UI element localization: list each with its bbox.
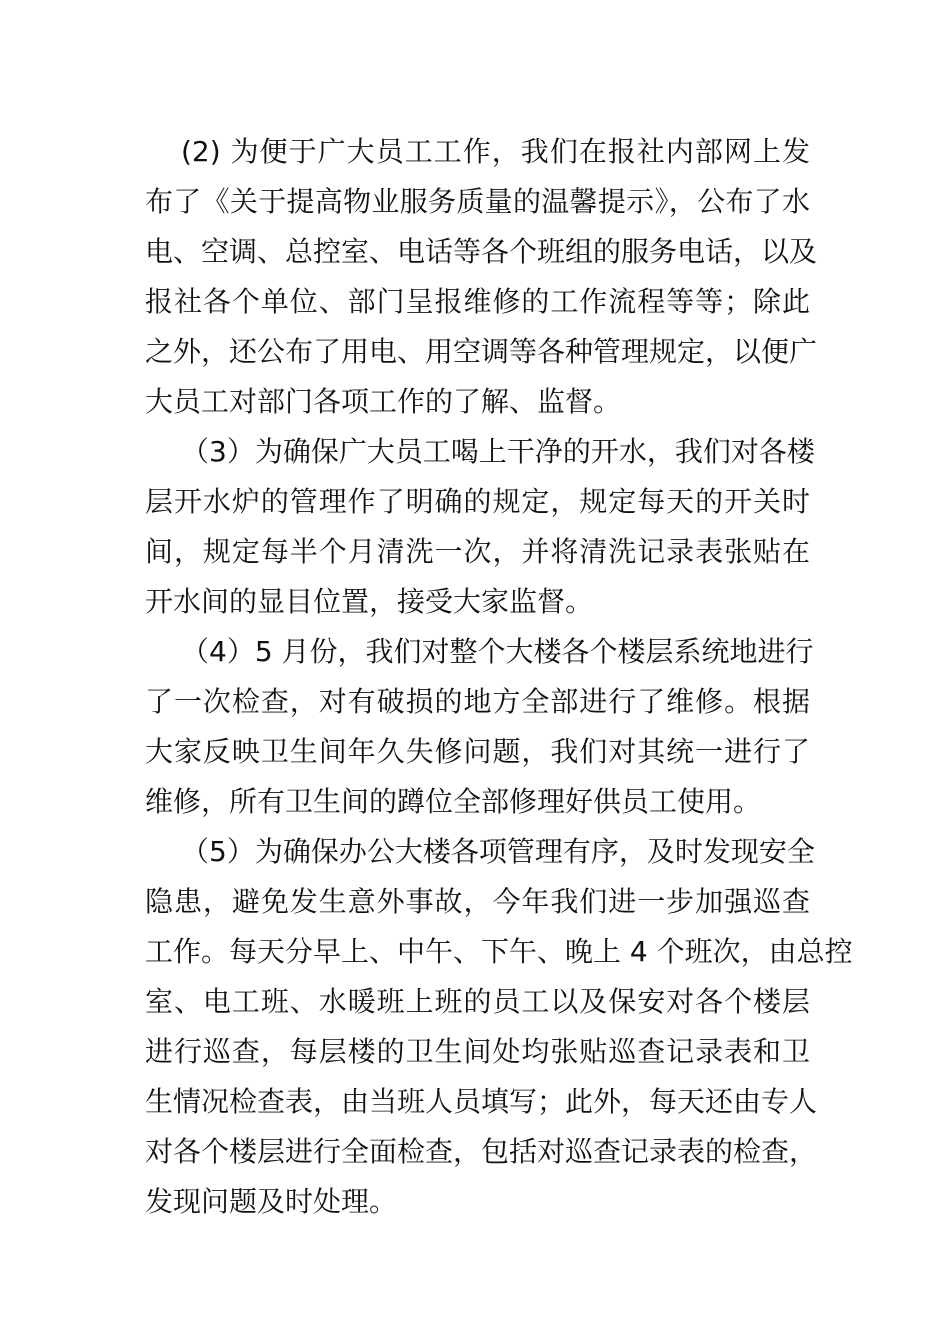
text-line: 对各个楼层进行全面检查，包括对巡查记录表的检查， <box>145 1135 818 1168</box>
text-line: 维修，所有卫生间的蹲位全部修理好供员工使用。 <box>145 785 762 818</box>
text-line: 进行巡查，每层楼的卫生间处均张贴巡查记录表和卫 <box>145 1035 810 1068</box>
text-line: 间，规定每半个月清洗一次，并将清洗记录表张贴在 <box>145 535 810 568</box>
text-line: 大家反映卫生间年久失修问题，我们对其统一进行了 <box>145 735 810 768</box>
text-line: 电、空调、总控室、电话等各个班组的服务电话，以及 <box>145 235 818 268</box>
paragraph-2 <box>145 127 818 427</box>
text-line: （4）5 月份，我们对整个大楼各个楼层系统地进行 <box>181 635 814 668</box>
paragraph-5 <box>145 827 853 1227</box>
text-line: 层开水炉的管理作了明确的规定，规定每天的开关时 <box>145 485 810 518</box>
text-line: 了一次检查，对有破损的地方全部进行了维修。根据 <box>145 685 810 718</box>
paragraph-3 <box>145 427 815 627</box>
document-body <box>145 127 853 1227</box>
text-line: （5）为确保办公大楼各项管理有序，及时发现安全 <box>181 835 815 868</box>
text-line: 布了《关于提高物业服务质量的温馨提示》，公布了水 <box>145 185 810 218</box>
text-line: 隐患，避免发生意外事故，今年我们进一步加强巡查 <box>145 885 810 918</box>
text-line: （3）为确保广大员工喝上干净的开水，我们对各楼 <box>181 435 815 468</box>
paragraph-4 <box>145 627 814 827</box>
text-line: 室、电工班、水暖班上班的员工以及保安对各个楼层 <box>145 985 810 1018</box>
text-line: 工作。每天分早上、中午、下午、晚上 4 个班次，由总控 <box>145 935 853 968</box>
text-line: 报社各个单位、部门呈报维修的工作流程等等；除此 <box>145 285 810 318</box>
text-line: 之外，还公布了用电、用空调等各种管理规定，以便广 <box>145 335 818 368</box>
text-line: 发现问题及时处理。 <box>145 1185 398 1218</box>
text-line: (2) 为便于广大员工工作，我们在报社内部网上发 <box>181 135 810 168</box>
text-line: 大员工对部门各项工作的了解、监督。 <box>145 385 622 418</box>
text-line: 开水间的显目位置，接受大家监督。 <box>145 585 594 618</box>
text-line: 生情况检查表，由当班人员填写；此外，每天还由专人 <box>145 1085 818 1118</box>
